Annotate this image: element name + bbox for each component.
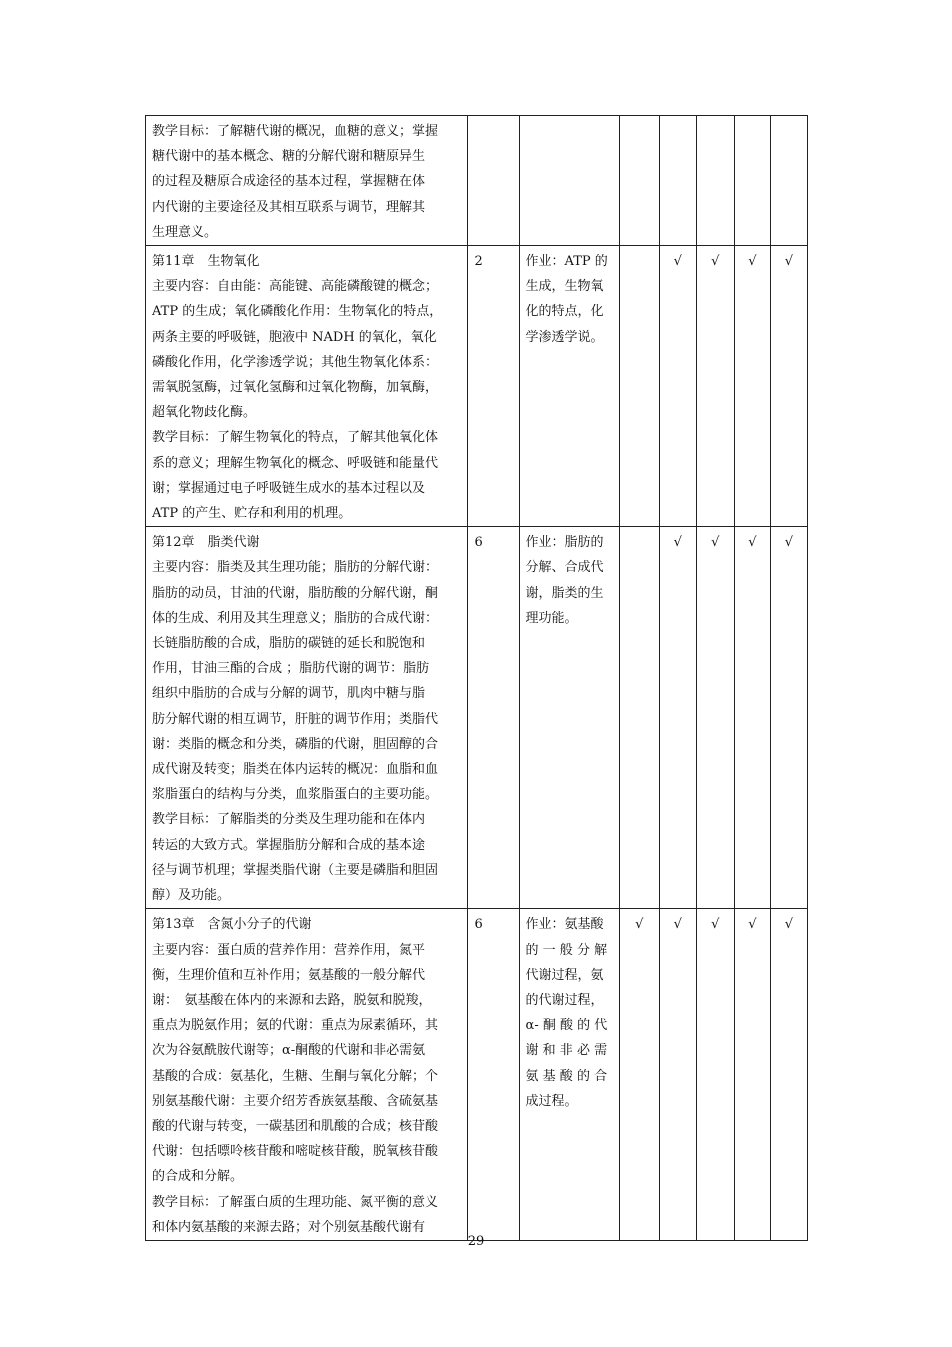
- content-line: 磷酸化作用，化学渗透学说；其他生物氧化体系：: [152, 354, 439, 370]
- content-line: 次为谷氨酰胺代谢等；α-酮酸的代谢和非必需氨: [152, 1043, 426, 1059]
- check-mark-cell: √: [696, 527, 734, 909]
- assignment-line: 谢 和 非 必 需: [525, 1043, 608, 1059]
- check-mark-cell: √: [619, 909, 659, 1241]
- assignment-cell: [519, 909, 619, 1241]
- content-line: 代谢：包括嘌呤核苷酸和嘧啶核苷酸，脱氧核苷酸: [152, 1144, 439, 1160]
- content-line: 超氧化物歧化酶。: [152, 405, 257, 421]
- content-line: 径与调节机理；掌握类脂代谢（主要是磷脂和胆固: [152, 862, 439, 878]
- content-line: 成代谢及转变；脂类在体内运转的概况：血脂和血: [152, 762, 439, 778]
- assignment-line: 生成，生物氧: [525, 279, 604, 295]
- content-line: 内代谢的主要途径及其相互联系与调节，理解其: [152, 199, 426, 215]
- table-row: [146, 116, 808, 246]
- content-line: 第13章 含氮小分子的代谢: [152, 917, 312, 933]
- content-line: 主要内容：蛋白质的营养作用：营养作用，氮平: [152, 942, 426, 958]
- syllabus-table-body: [146, 116, 808, 1241]
- syllabus-table: [145, 115, 808, 1241]
- content-line: 和体内氨基酸的来源去路；对个别氨基酸代谢有: [152, 1219, 426, 1235]
- hours-cell: [468, 116, 519, 246]
- check-mark-cell: [696, 116, 734, 246]
- content-cell: [146, 116, 468, 246]
- content-line: 浆脂蛋白的结构与分类，血浆脂蛋白的主要功能。: [152, 787, 439, 803]
- assignment-line: 的代谢过程，: [525, 992, 604, 1008]
- check-mark-cell: [734, 116, 770, 246]
- content-line: 教学目标：了解蛋白质的生理功能、氮平衡的意义: [152, 1194, 439, 1210]
- check-mark-cell: [770, 116, 807, 246]
- assignment-line: 代谢过程，氨: [525, 967, 604, 983]
- check-mark-cell: √: [770, 909, 807, 1241]
- content-line: 别氨基酸代谢：主要介绍芳香族氨基酸、含硫氨基: [152, 1093, 439, 1109]
- content-line: 重点为脱氨作用；氨的代谢：重点为尿素循环，其: [152, 1018, 439, 1034]
- content-line: 教学目标：了解糖代谢的概况，血糖的意义；掌握: [152, 124, 439, 139]
- content-line: ATP 的生成；氧化磷酸化作用：生物氧化的特点，: [152, 304, 443, 320]
- content-line: 长链脂肪酸的合成，脂肪的碳链的延长和脱饱和: [152, 636, 426, 652]
- content-line: 两条主要的呼吸链，胞液中 NADH 的氧化，氧化: [152, 329, 437, 345]
- assignment-line: 氨 基 酸 的 合: [525, 1068, 608, 1084]
- hours-cell: 2: [468, 246, 519, 527]
- content-line: 需氧脱氢酶，过氧化氢酶和过氧化物酶，加氧酶，: [152, 380, 439, 396]
- check-mark-cell: [619, 527, 659, 909]
- assignment-line: 的 一 般 分 解: [525, 942, 608, 958]
- content-line: 的合成和分解。: [152, 1169, 244, 1185]
- content-line: 转运的大致方式。掌握脂肪分解和合成的基本途: [152, 837, 426, 853]
- check-mark-cell: [619, 116, 659, 246]
- content-line: 教学目标：了解脂类的分类及生理功能和在体内: [152, 812, 426, 828]
- content-line: 基酸的合成：氨基化，生糖、生酮与氧化分解；个: [152, 1068, 439, 1084]
- check-mark-cell: √: [734, 909, 770, 1241]
- check-mark-cell: √: [696, 246, 734, 527]
- table-row: [146, 909, 808, 1241]
- content-line: 系的意义；理解生物氧化的概念、呼吸链和能量代: [152, 455, 439, 471]
- content-line: 第11章 生物氧化: [152, 254, 260, 270]
- content-line: 体的生成、利用及其生理意义；脂肪的合成代谢：: [152, 610, 439, 626]
- content-line: 作用，甘油三酯的合成 ；脂肪代谢的调节：脂肪: [152, 661, 430, 677]
- content-cell: [146, 527, 468, 909]
- assignment-line: 学渗透学说。: [525, 329, 604, 345]
- content-line: 第12章 脂类代谢: [152, 535, 260, 551]
- check-mark-cell: √: [770, 527, 807, 909]
- content-line: 衡，生理价值和互补作用；氨基酸的一般分解代: [152, 967, 426, 983]
- page-number: 29: [467, 1234, 485, 1249]
- content-line: 谢： 氨基酸在体内的来源和去路，脱氨和脱羧，: [152, 992, 432, 1008]
- check-mark-cell: √: [659, 246, 696, 527]
- check-mark-cell: √: [659, 527, 696, 909]
- content-line: 谢；掌握通过电子呼吸链生成水的基本过程以及: [152, 480, 426, 496]
- check-mark-cell: √: [696, 909, 734, 1241]
- check-mark-cell: √: [734, 527, 770, 909]
- content-cell: [146, 909, 468, 1241]
- assignment-line: 作业：ATP 的: [525, 254, 608, 270]
- assignment-line: 理功能。: [525, 610, 578, 626]
- content-line: 教学目标：了解生物氧化的特点，了解其他氧化体: [152, 430, 439, 446]
- content-line: 酸的代谢与转变，一碳基团和肌酸的合成；核苷酸: [152, 1118, 439, 1134]
- check-mark-cell: √: [770, 246, 807, 527]
- assignment-cell: [519, 246, 619, 527]
- content-line: ATP 的产生、贮存和利用的机理。: [152, 506, 352, 522]
- content-line: 脂肪的动员，甘油的代谢，脂肪酸的分解代谢，酮: [152, 585, 439, 601]
- hours-cell: 6: [468, 527, 519, 909]
- table-row: [146, 246, 808, 527]
- check-mark-cell: [659, 116, 696, 246]
- content-cell: [146, 246, 468, 527]
- check-mark-cell: [619, 246, 659, 527]
- assignment-line: 化的特点，化: [525, 304, 604, 320]
- content-line: 糖代谢中的基本概念、糖的分解代谢和糖原异生: [152, 149, 426, 165]
- assignment-cell: [519, 527, 619, 909]
- content-line: 谢：类脂的概念和分类，磷脂的代谢，胆固醇的合: [152, 736, 439, 752]
- check-mark-cell: √: [659, 909, 696, 1241]
- content-line: 肪分解代谢的相互调节，肝脏的调节作用；类脂代: [152, 711, 439, 727]
- assignment-line: 作业：脂肪的: [525, 535, 604, 551]
- content-line: 的过程及糖原合成途径的基本过程，掌握糖在体: [152, 174, 426, 190]
- assignment-line: 分解、合成代: [525, 560, 604, 576]
- check-mark-cell: √: [734, 246, 770, 527]
- assignment-line: 谢，脂类的生: [525, 585, 604, 601]
- assignment-line: 作业：氨基酸: [525, 917, 604, 933]
- table-row: [146, 527, 808, 909]
- content-line: 生理意义。: [152, 224, 218, 240]
- assignment-line: 成过程。: [525, 1093, 578, 1109]
- assignment-cell: [519, 116, 619, 246]
- content-line: 醇）及功能。: [152, 888, 231, 904]
- content-line: 主要内容：脂类及其生理功能；脂肪的分解代谢：: [152, 560, 439, 576]
- assignment-line: α- 酮 酸 的 代: [525, 1018, 608, 1034]
- content-line: 主要内容：自由能：高能键、高能磷酸键的概念；: [152, 279, 439, 295]
- content-line: 组织中脂肪的合成与分解的调节，肌肉中糖与脂: [152, 686, 426, 702]
- hours-cell: 6: [468, 909, 519, 1241]
